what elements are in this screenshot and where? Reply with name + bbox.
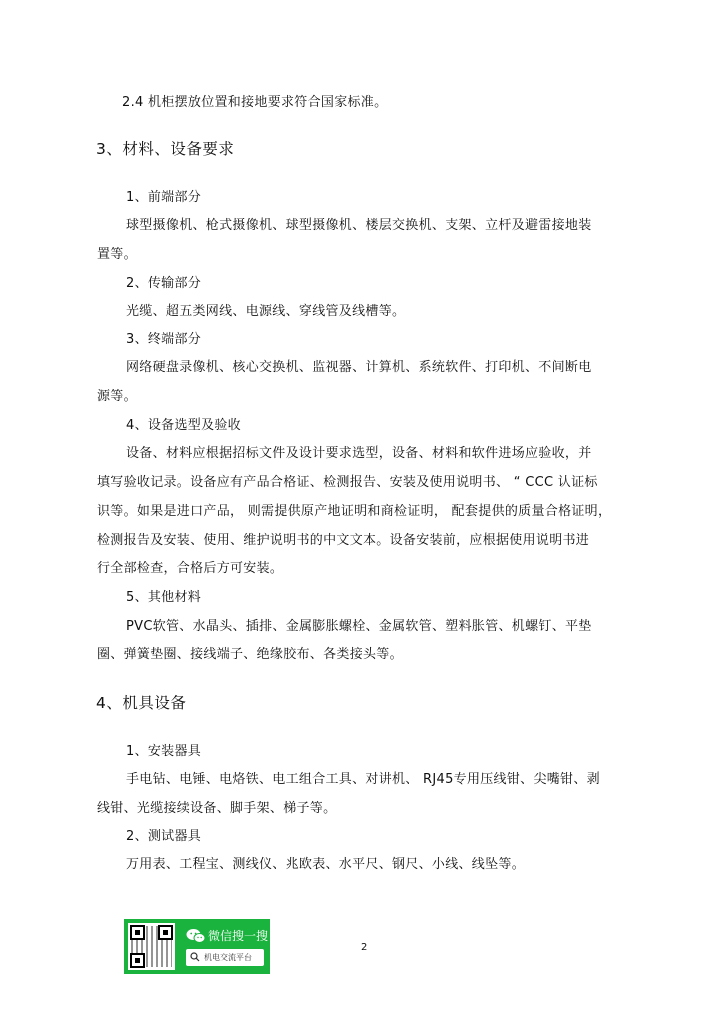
subsection-heading: 5、其他材料: [126, 590, 202, 605]
text-line: 万用表、工程宝、测线仪、兆欧表、水平尺、钢尺、小线、线坠等。: [126, 857, 526, 872]
text-line: 手电钻、电锤、电烙铁、电工组合工具、对讲机、 RJ45专用压线钳、尖嘴钳、剥: [126, 772, 600, 787]
qr-code: [128, 923, 175, 970]
section-heading: 3、材料、设备要求: [96, 140, 235, 158]
page-number: 2: [361, 942, 368, 953]
search-box[interactable]: [186, 949, 264, 966]
text-line: 识等。如果是进口产品， 则需提供原产地证明和商检证明， 配套提供的质量合格证明，: [97, 504, 612, 519]
text-line: 2.4 机柜摆放位置和接地要求符合国家标准。: [122, 95, 388, 110]
search-icon: [190, 952, 200, 962]
text-line: 行全部检查，合格后方可安装。: [97, 561, 284, 576]
text-line: PVC软管、水晶头、插排、金属膨胀螺栓、金属软管、塑料胀管、机螺钉、平垫: [126, 619, 592, 634]
wechat-icon: [186, 928, 206, 944]
subsection-heading: 4、设备选型及验收: [126, 418, 241, 433]
search-text: 机电交流平台: [204, 953, 252, 962]
text-line: 源等。: [97, 389, 137, 404]
subsection-heading: 3、终端部分: [126, 332, 202, 347]
text-line: 检测报告及安装、使用、维护说明书的中文文本。设备安装前，应根据使用说明书进: [97, 533, 590, 548]
subsection-heading: 1、安装器具: [126, 744, 202, 759]
text-line: 置等。: [97, 247, 137, 262]
section-heading: 4、机具设备: [96, 694, 187, 712]
text-line: 球型摄像机、枪式摄像机、球型摄像机、楼层交换机、支架、立杆及避雷接地装: [126, 218, 592, 233]
subsection-heading: 1、前端部分: [126, 190, 202, 205]
wechat-search-badge[interactable]: [124, 919, 270, 974]
text-line: 圈、弹簧垫圈、接线端子、绝缘胶布、各类接头等。: [97, 647, 403, 662]
subsection-heading: 2、测试器具: [126, 829, 202, 844]
text-line: 线钳、光缆接续设备、脚手架、梯子等。: [97, 801, 337, 816]
text-line: 设备、材料应根据招标文件及设计要求选型，设备、材料和软件进场应验收，并: [126, 446, 592, 461]
text-line: 光缆、超五类网线、电源线、穿线管及线槽等。: [126, 304, 406, 319]
text-line: 填写验收记录。设备应有产品合格证、检测报告、安装及使用说明书、 “ CCC 认证标: [97, 475, 598, 490]
subsection-heading: 2、传输部分: [126, 276, 202, 291]
badge-title: 微信搜一搜: [208, 929, 269, 943]
text-line: 网络硬盘录像机、核心交换机、监视器、计算机、系统软件、打印机、不间断电: [126, 360, 592, 375]
